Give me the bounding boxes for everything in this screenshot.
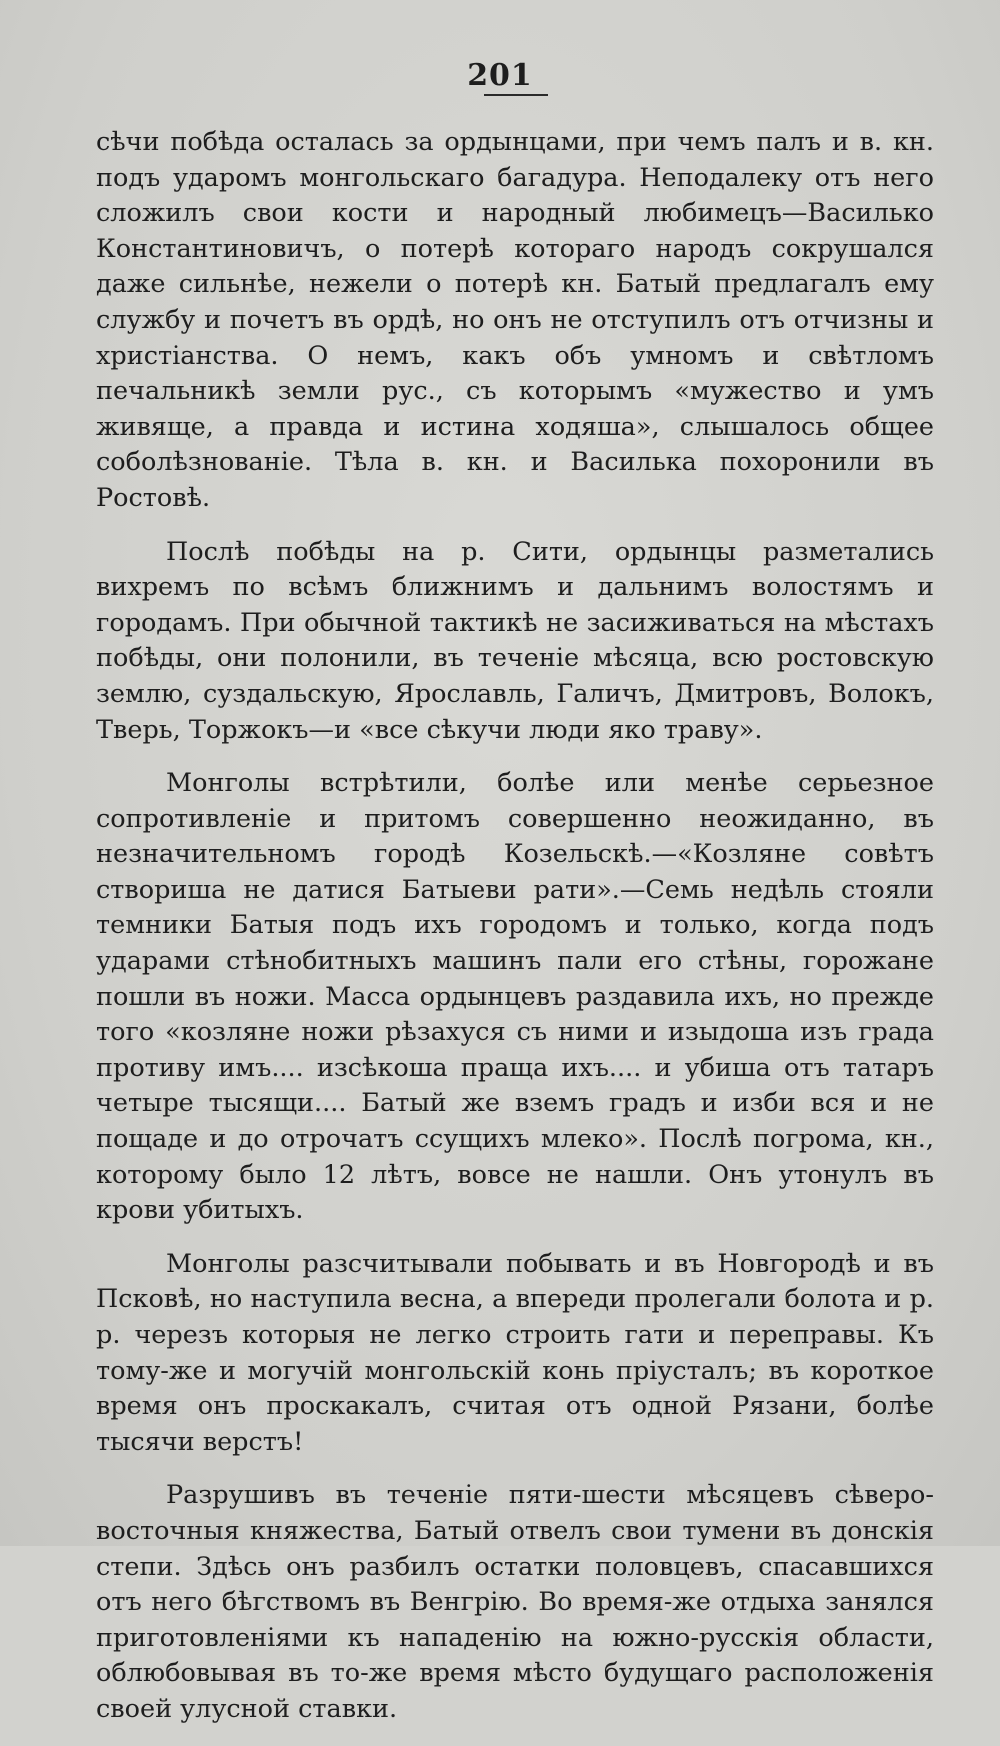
page-number-rule xyxy=(484,94,548,96)
page-number: 201 xyxy=(467,58,533,93)
paragraph-2: Послѣ побѣды на р. Сити, ордынцы разметались вихремъ по всѣмъ ближнимъ и дальнимъ волостямъ и городамъ. При обычной тактикѣ не засиживаться на мѣстахъ побѣды, они полонили, въ теченіе мѣсяца, всю ростовскую землю, суздальскую, Ярославль, Галичъ, Дмитровъ, Волокъ, Тверь, Торжокъ—и «все сѣкучи люди яко траву». xyxy=(96,536,934,745)
paragraph-1: сѣчи побѣда осталась за ордынцами, при чемъ палъ и в. кн. подъ ударомъ монгольскаго багадура. Неподалеку отъ него сложилъ свои кости и народный любимецъ—Василько Константиновичъ, о потерѣ котораго народъ сокрушался даже сильнѣе, нежели о потерѣ кн. Батый предлагалъ ему службу и почетъ въ ордѣ, но онъ не отступилъ отъ отчизны и христіанства. О немъ, какъ объ умномъ и свѣтломъ печальникѣ земли рус., съ которымъ «мужество и умъ живяще, а правда и истина ходяша», слышалось общее соболѣзнованіе. Тѣла в. кн. и Василька похоронили въ Ростовѣ. xyxy=(96,127,934,513)
body-text xyxy=(96,125,934,1746)
paragraph-4: Монголы разсчитывали побывать и въ Новгородѣ и въ Псковѣ, но наступила весна, а впереди пролегали болота и р. р. черезъ которыя не легко строить гати и переправы. Къ тому-же и могучій монгольскій конь пріусталъ; въ короткое время онъ проскакалъ, считая отъ одной Рязани, болѣе тысячи верстъ! xyxy=(96,1248,934,1457)
paragraph-5: Разрушивъ въ теченіе пяти-шести мѣсяцевъ сѣверо-восточныя княжества, Батый отвелъ свои тумени въ донскія степи. Здѣсь онъ разбилъ остатки половцевъ, спасавшихся отъ него бѣгствомъ въ Венгрію. Во время-же отдыха занялся приготовленіями къ нападенію на южно-русскія области, облюбовывая въ то-же время мѣсто будущаго расположенія своей улусной ставки. xyxy=(96,1480,934,1724)
paragraph-3: Монголы встрѣтили, болѣе или менѣе серьезное сопротивленіе и притомъ совершенно неожиданно, въ незначительномъ городѣ Козельскѣ.—«Козляне совѣтъ створиша не датися Батыеви рати».—Семь недѣль стояли темники Батыя подъ ихъ городомъ и только, когда подъ ударами стѣнобитныхъ машинъ пали его стѣны, горожане пошли въ ножи. Масса ордынцевъ раздавила ихъ, но прежде того «козляне ножи рѣзахуся съ ними и изыдоша изъ града противу имъ.... изсѣкоша праща ихъ.... и убиша отъ татаръ четыре тысящи.... Батый же вземъ градъ и изби вся и не пощаде и до отрочатъ ссущихъ млеко». Послѣ погрома, кн., которому было 12 лѣтъ, вовсе не нашли. Онъ утонулъ въ крови убитыхъ. xyxy=(96,768,934,1226)
